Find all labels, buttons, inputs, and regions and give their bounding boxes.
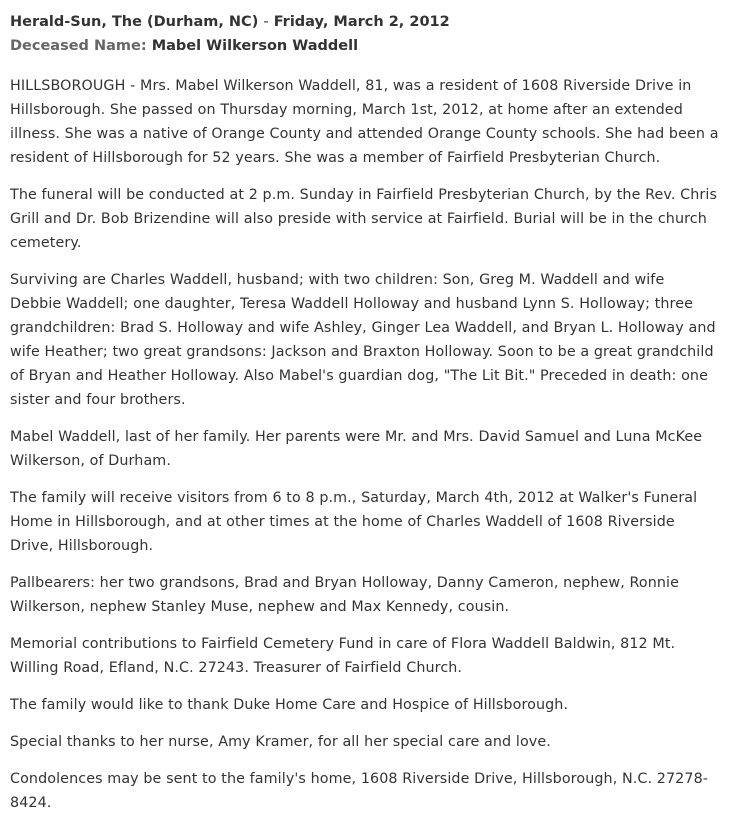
publication-source: Herald-Sun, The (Durham, NC) <box>10 14 259 30</box>
paragraph-funeral: The funeral will be conducted at 2 p.m. Sunday in Fairfield Presbyterian Church, by the Rev. Chris Grill and Dr. Bob Brizendine will also preside with service at Fairfield. Burial will be in the church cemetery. <box>10 187 717 251</box>
deceased-name-label: Deceased Name: <box>10 38 147 54</box>
paragraph-condolences: Condolences may be sent to the family's home, 1608 Riverside Drive, Hillsborough, N.C. 27278-8424. <box>10 771 709 811</box>
paragraph-pallbearers: Pallbearers: her two grandsons, Brad and Bryan Holloway, Danny Cameron, nephew, Ronnie Wilkerson, nephew Stanley Muse, nephew and Max Kennedy, cousin. <box>10 575 680 615</box>
paragraph-visitation: The family will receive visitors from 6 to 8 p.m., Saturday, March 4th, 2012 at Walker's Funeral Home in Hillsborough, and at other times at the home of Charles Waddell of 1608 Riverside Drive, Hillsborough. <box>10 490 698 554</box>
publication-date: Friday, March 2, 2012 <box>273 14 450 30</box>
publication-separator: - <box>263 14 269 30</box>
paragraph-survivors: Surviving are Charles Waddell, husband; with two children: Son, Greg M. Waddell and wife Debbie Waddell; one daughter, Teresa Waddell Holloway and husband Lynn S. Holloway; three grandchildren: Brad S. Holloway and wife Ashley, Ginger Lea Waddell, and Bryan L. Holloway and wife Heather; two great grandsons: Jackson and Braxton Holloway. Soon to be a great grandchild of Bryan and Heather Holloway. Also Mabel's guardian dog, "The Lit Bit." Preceded in death: one sister and four brothers. <box>10 272 716 408</box>
paragraph-family: Mabel Waddell, last of her family. Her parents were Mr. and Mrs. David Samuel and Luna McKee Wilkerson, of Durham. <box>10 429 703 469</box>
paragraph-intro: HILLSBOROUGH - Mrs. Mabel Wilkerson Waddell, 81, was a resident of 1608 Riverside Drive in Hillsborough. She passed on Thursday morning, March 1st, 2012, at home after an extended illness. She was a native of Orange County and attended Orange County schools. She had been a resident of Hillsborough for 52 years. She was a member of Fairfield Presbyterian Church. <box>10 78 719 166</box>
paragraph-special-thanks: Special thanks to her nurse, Amy Kramer, for all her special care and love. <box>10 734 551 750</box>
paragraph-thanks: The family would like to thank Duke Home Care and Hospice of Hillsborough. <box>10 697 569 713</box>
publication-line <box>10 10 719 34</box>
obituary-body <box>10 74 719 815</box>
paragraph-memorial: Memorial contributions to Fairfield Cemetery Fund in care of Flora Waddell Baldwin, 812 Mt. Willing Road, Efland, N.C. 27243. Treasurer of Fairfield Church. <box>10 636 676 676</box>
deceased-name-line <box>10 34 719 58</box>
deceased-name-value: Mabel Wilkerson Waddell <box>151 38 359 54</box>
